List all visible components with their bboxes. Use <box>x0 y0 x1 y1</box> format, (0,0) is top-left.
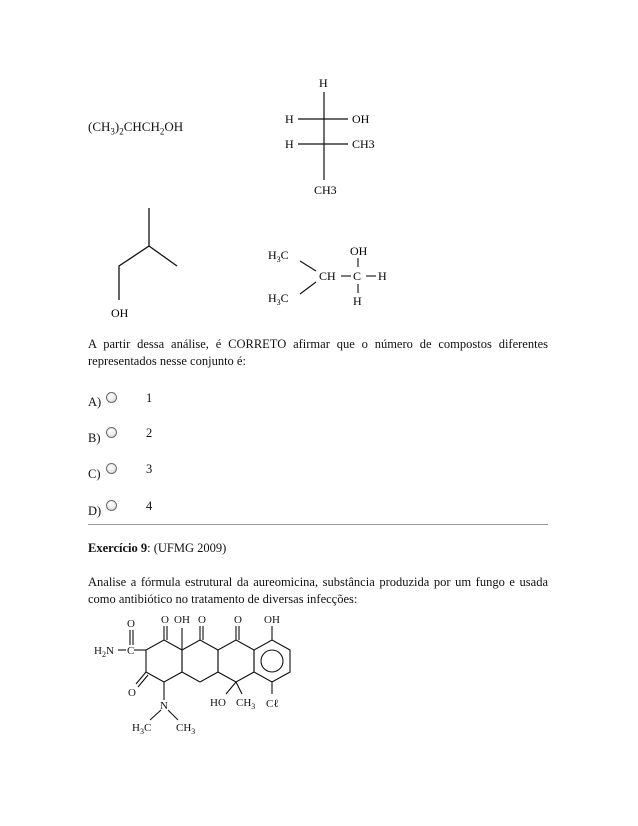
option-a-value: 1 <box>146 391 153 405</box>
aureo-o-left: O <box>128 687 136 699</box>
question8-prompt: A partir dessa análise, é CORRETO afirmar que o número de compostos diferentes representados nesse conjunto é: <box>88 337 548 368</box>
aureo-o3: O <box>198 614 206 626</box>
fischer-right2: CH3 <box>352 137 375 151</box>
fischer-top: H <box>319 76 328 90</box>
aureo-o2: O <box>161 614 169 626</box>
expanded-ch: CH <box>319 269 336 283</box>
fischer-projection <box>276 70 386 200</box>
option-d-value: 4 <box>146 499 153 513</box>
skeletal-oh: OH <box>111 306 129 320</box>
option-a <box>88 392 288 410</box>
question9-heading <box>88 540 226 557</box>
skeletal-formula <box>100 200 210 325</box>
fischer-left2: H <box>285 137 294 151</box>
fischer-right1: OH <box>352 112 370 126</box>
option-b-value: 2 <box>146 426 153 440</box>
option-c-radio[interactable] <box>106 463 117 474</box>
question9-prompt: Analise a fórmula estrutural da aureomicina, substância produzida por um fungo e usada como antibiótico no tratamento de diversas infecções: <box>88 575 548 606</box>
option-d-letter: D) <box>88 504 102 518</box>
option-c <box>88 463 288 481</box>
option-b-letter: B) <box>88 431 101 445</box>
question9-source: : (UFMG 2009) <box>147 541 227 555</box>
option-b-radio[interactable] <box>106 427 117 438</box>
expanded-h-right: H <box>378 269 387 283</box>
option-a-letter: A) <box>88 395 102 409</box>
aureomycin-structure <box>92 610 312 740</box>
aureo-amide-c: C <box>127 645 135 657</box>
aureo-ho: HO <box>210 697 226 709</box>
expanded-formula <box>264 238 404 313</box>
aureo-oh-top: OH <box>174 614 190 626</box>
expanded-oh-top: OH <box>350 244 368 258</box>
aureo-oh-right: OH <box>264 614 280 626</box>
fischer-left1: H <box>285 112 294 126</box>
aureo-o1: O <box>127 618 135 630</box>
expanded-h3c-top: $H_3C$ <box>268 248 289 264</box>
question9-label: Exercício 9 <box>88 541 148 555</box>
aureo-n: N <box>160 700 168 712</box>
expanded-c: C <box>353 269 362 283</box>
option-d <box>88 500 288 518</box>
fischer-bottom: CH3 <box>314 183 337 197</box>
condensed-formula: $(CH_3)_2CHCH_2OH$ <box>88 119 184 137</box>
aureo-ch3-ring: $CH_3$ <box>236 697 256 711</box>
expanded-h-bottom: H <box>353 294 362 308</box>
aureo-amide-n: $H_2N$ <box>94 645 114 659</box>
option-a-radio[interactable] <box>106 392 117 403</box>
option-b <box>88 427 288 445</box>
section-divider <box>88 524 548 525</box>
option-c-letter: C) <box>88 467 101 481</box>
aureo-h3c: $H_3C$ <box>132 722 152 736</box>
expanded-h3c-bottom: $H_3C$ <box>268 291 289 307</box>
aureo-ch3-n: $CH_3$ <box>176 722 196 736</box>
aureo-o4: O <box>234 614 242 626</box>
option-c-value: 3 <box>146 462 153 476</box>
option-d-radio[interactable] <box>106 500 117 511</box>
aureo-cl: Cℓ <box>266 698 279 710</box>
